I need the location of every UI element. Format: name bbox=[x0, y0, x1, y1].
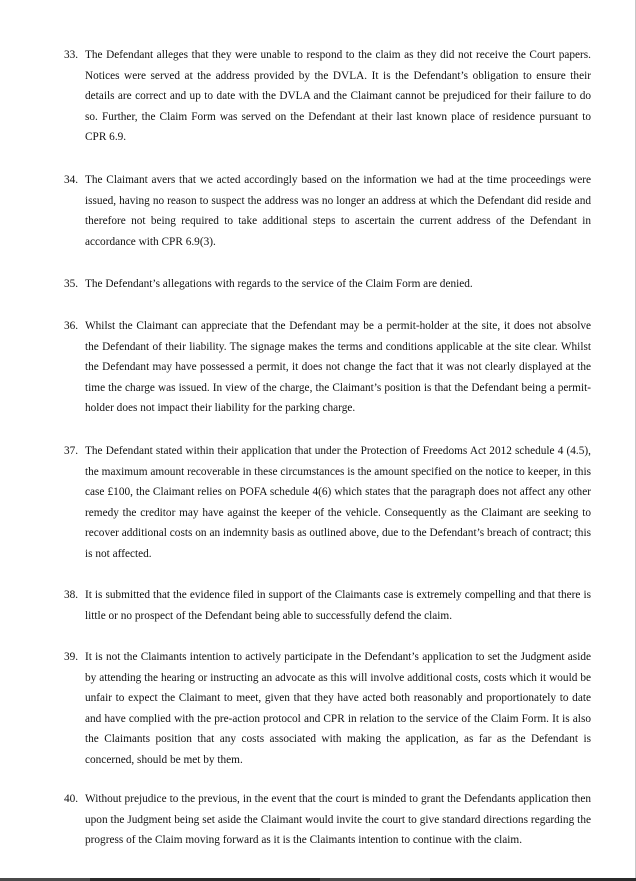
paragraph-number: 35. bbox=[64, 278, 79, 290]
paragraph-38 bbox=[64, 585, 591, 626]
paragraph-36 bbox=[64, 316, 591, 419]
paragraph-33 bbox=[64, 45, 591, 148]
paragraph-text: It is submitted that the evidence filed in support of the Claimants case is extremely compelling and that there is little or no prospect of the Defendant being able to successfully defend the claim. bbox=[85, 589, 591, 622]
paragraph-37 bbox=[64, 441, 591, 565]
paragraph-number: 34. bbox=[64, 174, 79, 186]
paragraph-text: The Defendant alleges that they were unable to respond to the claim as they did not receive the Court papers. Notices were served at the address provided by the DVLA. It is the Defendant’s obligation to ensure their details are correct and up to date with the DVLA and the Claimant cannot be prejudiced for their failure to do so. Further, the Claim Form was served on the Defendant at their last known place of residence pursuant to CPR 6.9. bbox=[85, 49, 591, 144]
paragraph-34 bbox=[64, 170, 591, 252]
paragraph-number: 33. bbox=[64, 49, 79, 61]
paragraph-text: The Claimant avers that we acted accordingly based on the information we had at the time proceedings were issued, having no reason to suspect the address was no longer an address at which the Defendant did reside and therefore not being required to take additional steps to ascertain the current address of the Defendant in accordance with CPR 6.9(3). bbox=[85, 174, 591, 248]
paragraph-text: Without prejudice to the previous, in the event that the court is minded to grant the Defendants application then upon the Judgment being set aside the Claimant would invite the court to give standard directions regarding the progress of the Claim moving forward as it is the Claimants intention to continue with the claim. bbox=[85, 793, 591, 847]
paragraph-number: 38. bbox=[64, 589, 79, 601]
paragraph-text: The Defendant stated within their application that under the Protection of Freedoms Act 2012 schedule 4 (4.5), the maximum amount recoverable in these circumstances is the amount specified on the notice to keeper, in this case £100, the Claimant relies on POFA schedule 4(6) which states that the paragraph does not affect any other remedy the creditor may have against the keeper of the vehicle. Consequently as the Claimant are seeking to recover additional costs on an indemnity basis as outlined above, due to the Defendant’s breach of contract; this is not affected. bbox=[85, 445, 591, 560]
paragraph-number: 39. bbox=[64, 651, 79, 663]
paragraph-39 bbox=[64, 647, 591, 771]
paragraph-40 bbox=[64, 789, 591, 851]
paragraph-35 bbox=[64, 274, 591, 295]
paragraph-text: It is not the Claimants intention to actively participate in the Defendant’s application to set the Judgment aside by attending the hearing or instructing an advocate as this will involve additional costs, costs which it would be unfair to expect the Claimant to meet, given that they have acted both reasonably and proportionately to date and have complied with the pre-action protocol and CPR in relation to the service of the Claim Form. It is also the Claimants position that any costs associated with making the application, as far as the Defendant is concerned, should be met by them. bbox=[85, 651, 591, 766]
paragraph-number: 40. bbox=[64, 793, 79, 805]
paragraph-text: Whilst the Claimant can appreciate that the Defendant may be a permit-holder at the site, it does not absolve the Defendant of their liability. The signage makes the terms and conditions applicable at the site clear. Whilst the Defendant may have possessed a permit, it does not change the fact that it was not clearly displayed at the time the charge was issued. In view of the charge, the Claimant’s position is that the Defendant being a permit-holder does not impact their liability for the parking charge. bbox=[85, 320, 591, 415]
paragraph-number: 37. bbox=[64, 445, 79, 457]
paragraph-text: The Defendant’s allegations with regards to the service of the Claim Form are denied. bbox=[85, 278, 473, 290]
paragraph-number: 36. bbox=[64, 320, 79, 332]
